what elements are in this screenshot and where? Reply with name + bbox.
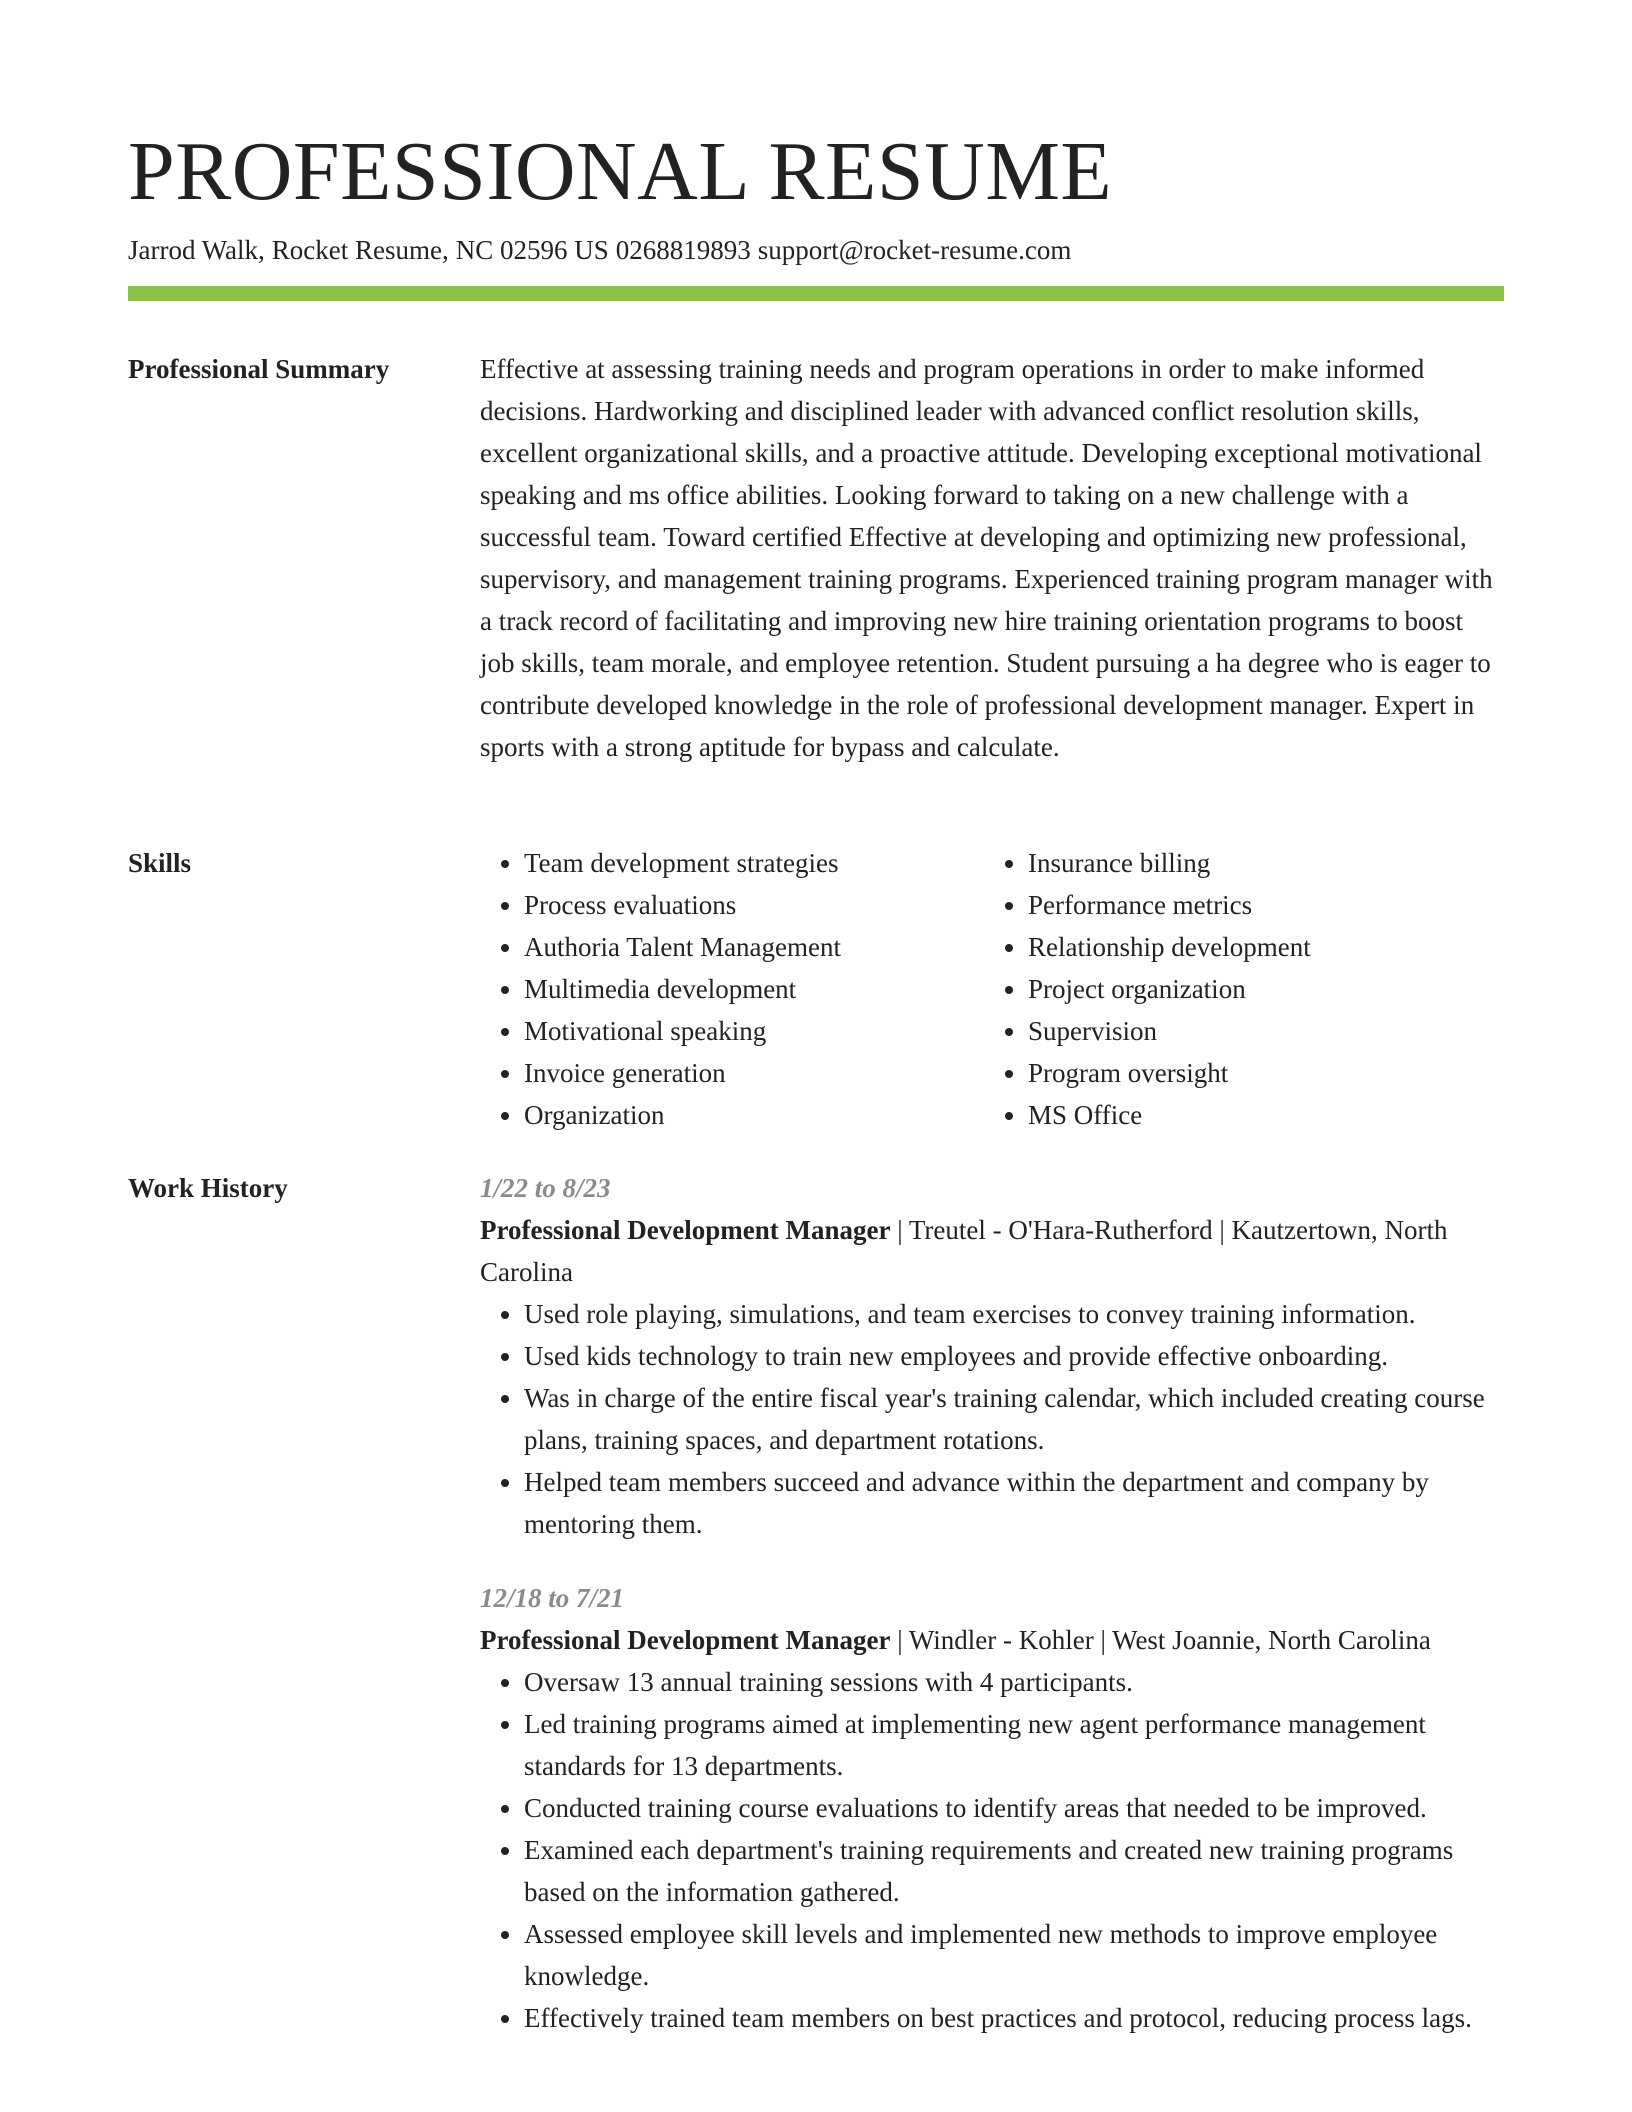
contact-email: support@rocket-resume.com <box>757 235 1072 265</box>
skills-list-right <box>984 842 1488 1136</box>
skill-item: • Organization <box>524 1094 984 1136</box>
job-title: Professional Development Manager <box>480 1215 891 1245</box>
skill-item: • Supervision <box>1028 1010 1488 1052</box>
job-bullet: • Used role playing, simulations, and team exercises to convey training information. <box>524 1293 1504 1335</box>
job-bullet: • Conducted training course evaluations to identify areas that needed to be improved. <box>524 1787 1504 1829</box>
resume-title: PROFESSIONAL RESUME <box>128 125 1113 218</box>
work-history-content <box>480 1167 1504 2039</box>
job-details: | Treutel - O'Hara-Rutherford | Kautzertown, North Carolina <box>480 1215 1448 1287</box>
skill-item: • Invoice generation <box>524 1052 984 1094</box>
contact-line <box>128 232 1071 268</box>
job-entry <box>480 1577 1504 2039</box>
job-dates: 1/22 to 8/23 <box>480 1173 611 1203</box>
skills-label: Skills <box>128 848 192 878</box>
job-entry <box>480 1167 1504 1545</box>
job-bullet: • Effectively trained team members on best practices and protocol, reducing process lags. <box>524 1997 1504 2039</box>
skills-content <box>480 842 1504 1136</box>
contact-location: NC 02596 US <box>455 235 609 265</box>
job-details: | Windler - Kohler | West Joannie, North Carolina <box>890 1625 1431 1655</box>
skill-item: • Multimedia development <box>524 968 984 1010</box>
skill-item: • Project organization <box>1028 968 1488 1010</box>
job-bullet: • Was in charge of the entire fiscal year's training calendar, which included creating course plans, training spaces, and department rotations. <box>524 1377 1504 1461</box>
contact-phone: 0268819893 <box>615 235 751 265</box>
skills-list-left <box>480 842 984 1136</box>
job-bullet: • Oversaw 13 annual training sessions with 4 participants. <box>524 1661 1504 1703</box>
job-bullet: • Examined each department's training requirements and created new training programs based on the information gathered. <box>524 1829 1504 1913</box>
job-title: Professional Development Manager <box>480 1625 891 1655</box>
skill-item: • MS Office <box>1028 1094 1488 1136</box>
skill-item: • Process evaluations <box>524 884 984 926</box>
job-bullet: • Used kids technology to train new employees and provide effective onboarding. <box>524 1335 1504 1377</box>
job-bullet: • Helped team members succeed and advance within the department and company by mentoring them. <box>524 1461 1504 1545</box>
skill-item: • Team development strategies <box>524 842 984 884</box>
skill-item: • Authoria Talent Management <box>524 926 984 968</box>
job-bullets <box>480 1293 1504 1545</box>
skill-item: • Program oversight <box>1028 1052 1488 1094</box>
job-dates: 12/18 to 7/21 <box>480 1583 625 1613</box>
skill-item: • Motivational speaking <box>524 1010 984 1052</box>
job-bullets <box>480 1661 1504 2039</box>
skill-item: • Performance metrics <box>1028 884 1488 926</box>
work-history-label: Work History <box>128 1173 288 1203</box>
summary-text: Effective at assessing training needs and program operations in order to make informed decisions. Hardworking and disciplined leader with advanced conflict resolution skills, excellent organizational skills, and a proactive attitude. Developing exceptional motivational speaking and ms office abilities. Looking forward to taking on a new challenge with a successful team. Toward certified Effective at developing and optimizing new professional, supervisory, and management training programs. Experienced training program manager with a track record of facilitating and improving new hire training orientation programs to boost job skills, team morale, and employee retention. Student pursuing a ha degree who is eager to contribute developed knowledge in the role of professional development manager. Expert in sports with a strong aptitude for bypass and calculate. <box>480 354 1493 762</box>
summary-label: Professional Summary <box>128 354 390 384</box>
skill-item: • Insurance billing <box>1028 842 1488 884</box>
header-divider <box>128 286 1504 301</box>
contact-name: Jarrod Walk, <box>128 235 265 265</box>
job-bullet: • Assessed employee skill levels and implemented new methods to improve employee knowledge. <box>524 1913 1504 1997</box>
contact-company: Rocket Resume, <box>271 235 449 265</box>
job-heading <box>480 1619 1504 1661</box>
skill-item: • Relationship development <box>1028 926 1488 968</box>
job-heading <box>480 1209 1504 1293</box>
job-bullet: • Led training programs aimed at implementing new agent performance management standards for 13 departments. <box>524 1703 1504 1787</box>
summary-content <box>480 348 1504 768</box>
